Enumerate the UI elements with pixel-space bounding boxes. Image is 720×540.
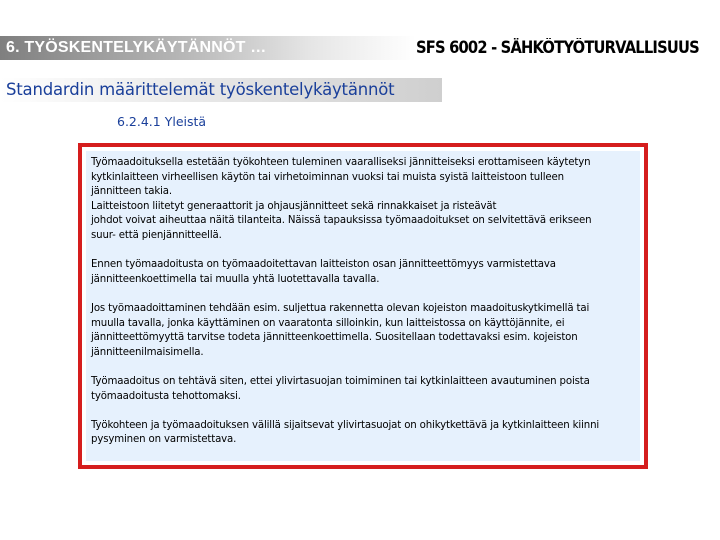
page-subtitle: Standardin määrittelemät työskentelykäytännöt (6, 80, 395, 99)
content-box (78, 143, 648, 469)
paragraph-2: Ennen työmaadoitusta on työmaadoitettavan laitteiston osan jännitteettömyys varmistettava jännitteenkoettimella tai muulla yhtä luotettavalla tavalla. (91, 259, 556, 285)
clause-heading: 6.2.4.1 Yleistä (117, 114, 207, 129)
paragraph-4: Työmaadoitus on tehtävä siten, ettei ylivirtasuojan toimiminen tai kytkinlaitteen avautuminen poista työmaadoitusta tehottomaksi. (91, 375, 590, 402)
paragraph-1: Työmaadoituksella estetään työkohteen tuleminen vaaralliseksi jännitteiseksi erottamiseen käytetyn kytkinlaitteen virheellisen käytön tai virhetoiminnan vuoksi tai muista syistä laitteistoon tulleen jännitteen takia. Laitteistoon liitetyt generaattorit ja ohjausjännitteet sekä rinnakkaiset ja risteävät johdot voivat aiheuttaa näitä tilanteita. Näissä tapauksissa työmaadoitukset on selvitettävä erikseen suur- että pienjännitteellä. (91, 157, 592, 241)
paragraph-5: Työkohteen ja työmaadoituksen välillä sijaitsevat ylivirtasuojat on ohikytkettävä ja kytkinlaitteen kiinni pysyminen on varmistettava. (91, 419, 600, 446)
paragraph-3: Jos työmaadoittaminen tehdään esim. suljettua rakennetta olevan kojeiston maadoituskytkimellä tai muulla tavalla, jonka käyttäminen on vaaratonta silloinkin, kun laitteistossa on käyttöjännite, ei jännitteettömyyttä tarvitse todeta jännitteenkoettimella. Suositellaan todettavaksi esim. kojeiston jännitteenilmaisimella. (91, 302, 590, 358)
section-title: 6. TYÖSKENTELYKÄYTÄNNÖT … (6, 39, 267, 56)
standard-title: SFS 6002 - SÄHKÖTYÖTURVALLISUUS (416, 38, 699, 57)
content-text-area (86, 151, 640, 461)
